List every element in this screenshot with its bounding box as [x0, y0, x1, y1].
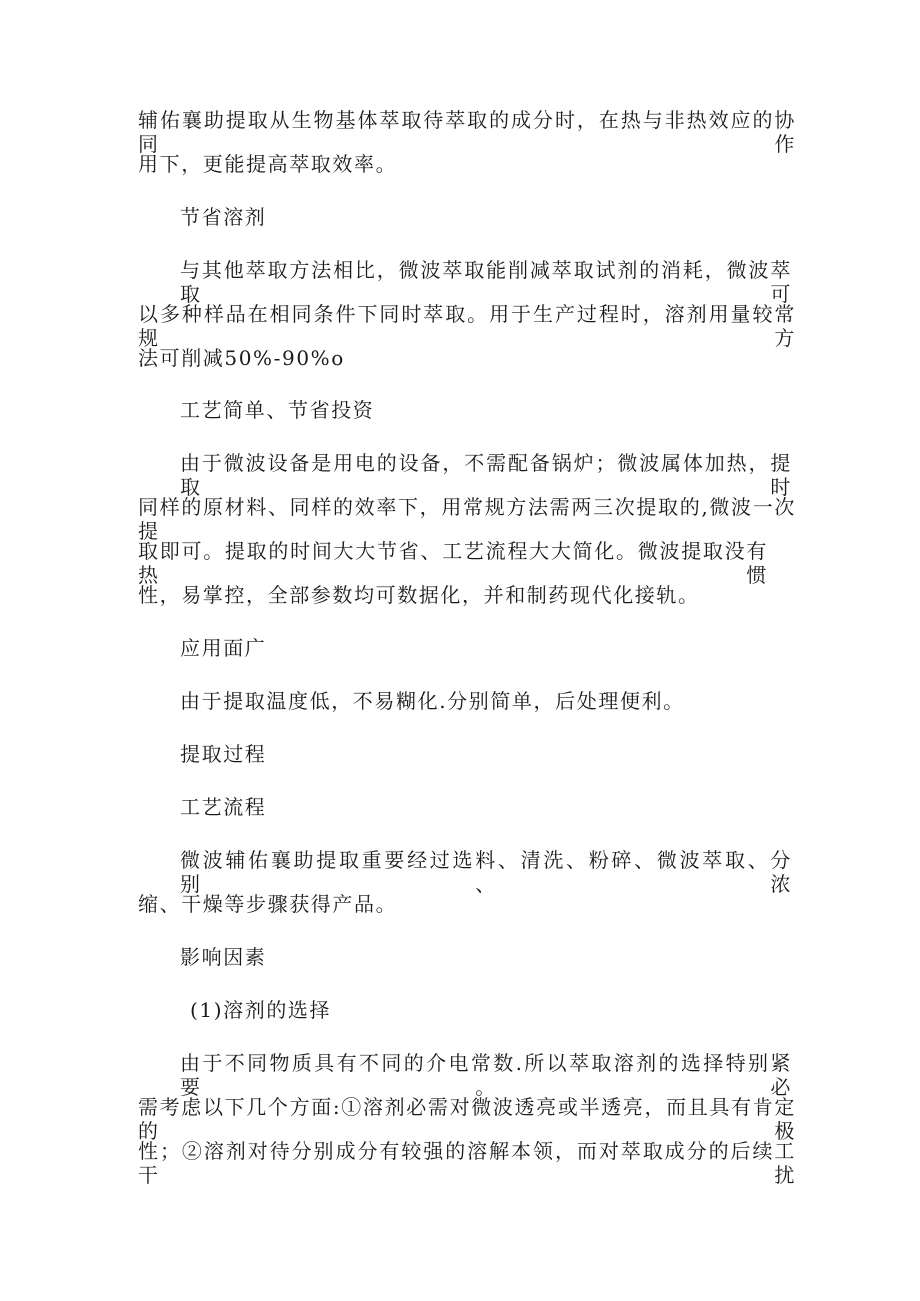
- paragraph-line: 缩、干燥等步骤获得产品。: [138, 892, 398, 916]
- paragraph-line: 由于不同物质具有不同的介电常数.所以萃取溶剂的选择特别紧要。必: [180, 1051, 792, 1099]
- paragraph-line: 需考虑以下几个方面:①溶剂必需对微波透亮或半透亮，而且具有肯定的极: [138, 1095, 796, 1143]
- paragraph-line: 性；②溶剂对待分别成分有较强的溶解本领，而对萃取成分的后续工干扰: [138, 1139, 796, 1187]
- section-heading: 工艺流程: [180, 795, 267, 819]
- paragraph-line: 性，易掌控，全部参数均可数据化，并和制药现代化接轨。: [138, 583, 700, 607]
- section-heading: 工艺简单、节省投资: [180, 398, 375, 422]
- paragraph-line: 以多种样品在相同条件下同时萃取。用于生产过程时，溶剂用量较常规方: [138, 302, 796, 350]
- section-heading: 影响因素: [180, 945, 267, 969]
- section-heading: 应用面广: [180, 636, 267, 660]
- paragraph-line: 辅佑襄助提取从生物基体萃取待萃取的成分时，在热与非热效应的协同作: [138, 108, 796, 156]
- paragraph-line: 用下，更能提高萃取效率。: [138, 152, 398, 176]
- paragraph-line: 法可削减50%-90%o: [138, 346, 345, 370]
- paragraph-line: 取即可。提取的时间大大节省、工艺流程大大简化。微波提取没有热惯: [138, 539, 768, 587]
- section-heading: 提取过程: [180, 742, 267, 766]
- paragraph-line: 由于微波设备是用电的设备，不需配备锅炉；微波属体加热，提取时: [180, 451, 792, 499]
- subsection-heading: (1)溶剂的选择: [190, 998, 332, 1022]
- paragraph-line: 由于提取温度低，不易糊化.分别简单，后处理便利。: [180, 689, 685, 713]
- paragraph-line: 同样的原材料、同样的效率下，用常规方法需两三次提取的,微波一次提: [138, 495, 796, 543]
- paragraph-line: 微波辅佑襄助提取重要经过选料、清洗、粉碎、微波萃取、分别、浓: [180, 848, 792, 896]
- paragraph-line: 与其他萃取方法相比，微波萃取能削减萃取试剂的消耗，微波萃取可: [180, 258, 792, 306]
- section-heading: 节省溶剂: [180, 205, 267, 229]
